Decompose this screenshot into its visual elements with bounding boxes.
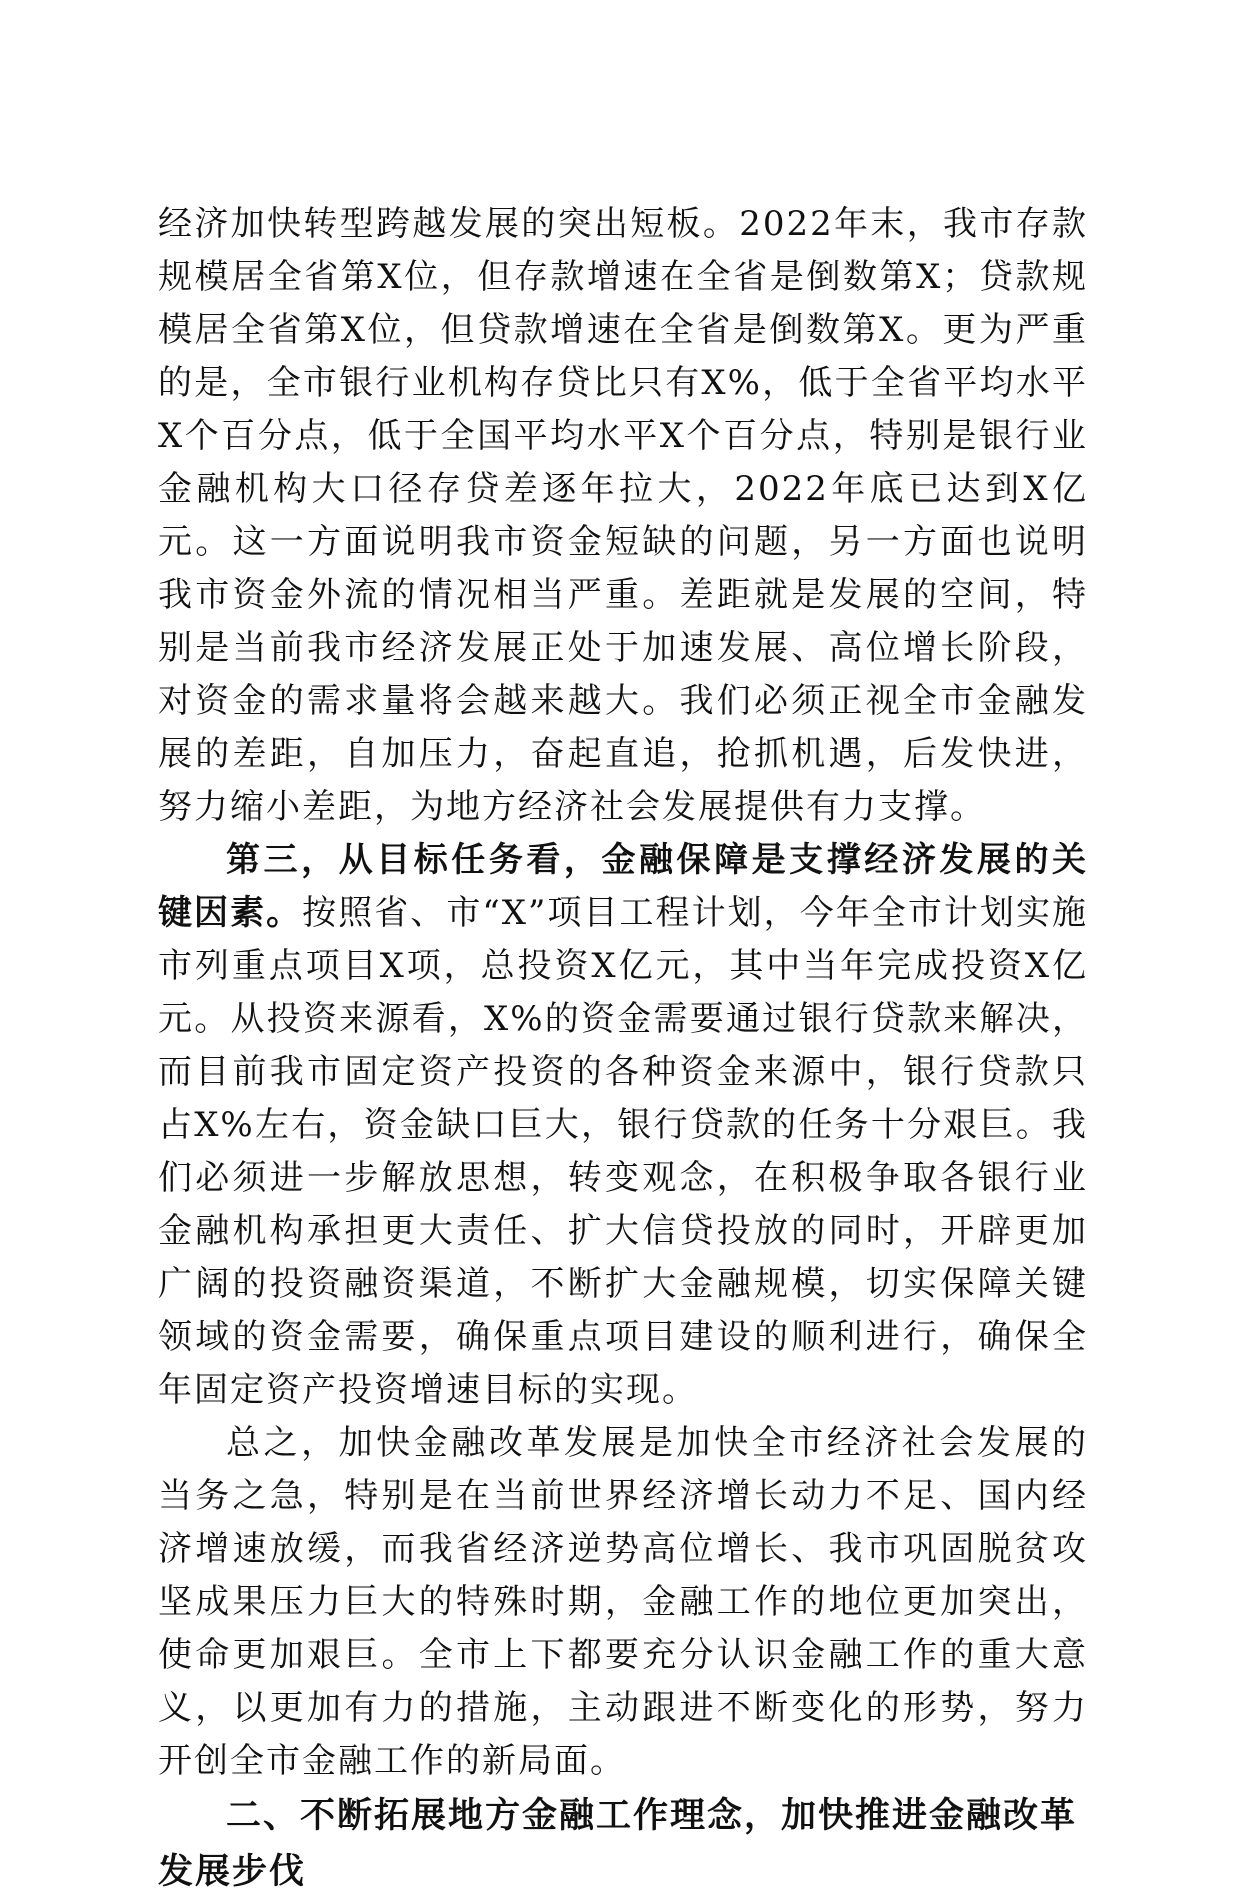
paragraph-deposit-loan-gap: 经济加快转型跨越发展的突出短板。2022年末，我市存款规模居全省第X位，但存款增速在全省是倒数第X；贷款规模居全省第X位，但贷款增速在全省是倒数第X。更为严重的是，全市银行业机构存贷比只有X%，低于全省平均水平X个百分点，低于全国平均水平X个百分点，特别是银行业金融机构大口径存贷差逐年拉大，2022年底已达到X亿元。这一方面说明我市资金短缺的问题，另一方面也说明我市资金外流的情况相当严重。差距就是发展的空间，特别是当前我市经济发展正处于加速发展、高位增长阶段，对资金的需求量将会越来越大。我们必须正视全市金融发展的差距，自加压力，奋起直追，抢抓机遇，后发快进，努力缩小差距，为地方经济社会发展提供有力支撑。 [158, 204, 1088, 827]
section-heading: 二、不断拓展地方金融工作理念，加快推进金融改革发展步伐 [158, 1796, 1078, 1892]
document-page [158, 198, 1088, 1900]
paragraph-lead-sentence: 第三，从目标任务看，金融保障是支撑经济发展的关键因素。 [158, 840, 1088, 933]
paragraph-conclusion: 总之，加快金融改革发展是加快全市经济社会发展的当务之急，特别是在当前世界经济增长动力不足、国内经济增速放缓，而我省经济逆势高位增长、我市巩固脱贫攻坚成果压力巨大的特殊时期，金融工作的地位更加突出，使命更加艰巨。全市上下都要充分认识金融工作的重大意义，以更加有力的措施，主动跟进不断变化的形势，努力开创全市金融工作的新局面。 [158, 1423, 1088, 1781]
paragraph-target-tasks [158, 834, 1088, 1417]
paragraph-body: 按照省、市“X”项目工程计划，今年全市计划实施市列重点项目X项，总投资X亿元，其中当年完成投资X亿元。从投资来源看，X%的资金需要通过银行贷款来解决，而目前我市固定资产投资的各种资金来源中，银行贷款只占X%左右，资金缺口巨大，银行贷款的任务十分艰巨。我们必须进一步解放思想，转变观念，在积极争取各银行业金融机构承担更大责任、扩大信贷投放的同时，开辟更加广阔的投资融资渠道，不断扩大金融规模，切实保障关键领域的资金需要，确保重点项目建设的顺利进行，确保全年固定资产投资增速目标的实现。 [158, 893, 1088, 1410]
